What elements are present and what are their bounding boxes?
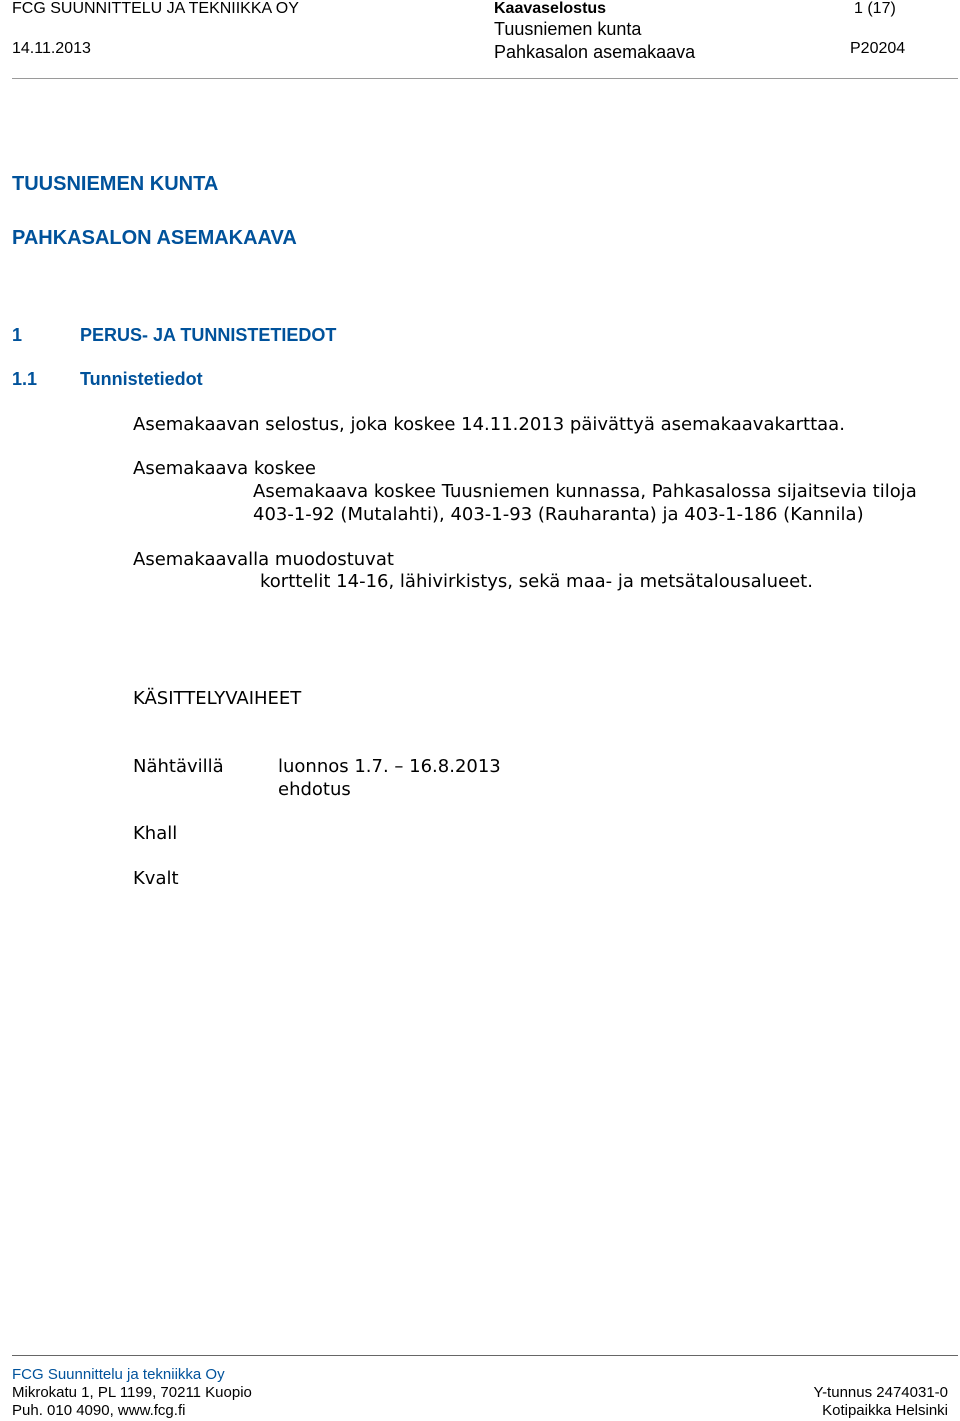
khall-label: Khall (133, 823, 178, 844)
koskee-label: Asemakaava koskee (133, 458, 317, 479)
section-1-1-number: 1.1 (12, 369, 38, 389)
koskee-text-line1: Asemakaava koskee Tuusniemen kunnassa, Pahkasalossa sijaitsevia tiloja (253, 481, 917, 502)
koskee-text-line2: 403-1-92 (Mutalahti), 403-1-93 (Rauharanta) ja 403-1-186 (Kannila) (253, 504, 864, 525)
footer-divider (12, 1355, 958, 1356)
header-project-code: P20204 (850, 40, 906, 57)
nahtavilla-luonnos: luonnos 1.7. – 16.8.2013 (278, 756, 501, 777)
intro-paragraph: Asemakaavan selostus, joka koskee 14.11.2013 päivättyä asemakaavakarttaa. (133, 414, 845, 435)
footer-company: FCG Suunnittelu ja tekniikka Oy (12, 1366, 225, 1383)
header-page-number: 1 (17) (854, 0, 896, 17)
section-1-number: 1 (12, 325, 23, 345)
footer-address: Mikrokatu 1, PL 1199, 70211 Kuopio (12, 1384, 252, 1401)
nahtavilla-label: Nähtävillä (133, 756, 224, 777)
muodostuvat-label: Asemakaavalla muodostuvat (133, 549, 394, 570)
header-doc-type: Kaavaselostus (494, 0, 607, 17)
header-date: 14.11.2013 (12, 40, 91, 57)
kvalt-label: Kvalt (133, 868, 179, 889)
header-company: FCG SUUNNITTELU JA TEKNIIKKA OY (12, 0, 299, 17)
section-1-1-heading: Tunnistetiedot (80, 369, 203, 389)
footer-domicile: Kotipaikka Helsinki (822, 1402, 948, 1419)
section-1-heading: PERUS- JA TUNNISTETIEDOT (80, 325, 337, 345)
nahtavilla-ehdotus: ehdotus (278, 779, 351, 800)
header-municipality: Tuusniemen kunta (494, 19, 642, 39)
stages-heading: KÄSITTELYVAIHEET (133, 688, 302, 709)
header-divider (12, 78, 958, 79)
muodostuvat-value: korttelit 14-16, lähivirkistys, sekä maa- ja metsätalousalueet. (260, 571, 813, 592)
header-plan-name: Pahkasalon asemakaava (494, 42, 696, 62)
title-plan: PAHKASALON ASEMAKAAVA (12, 227, 297, 249)
footer-contact: Puh. 010 4090, www.fcg.fi (12, 1402, 186, 1419)
title-municipality: TUUSNIEMEN KUNTA (12, 173, 219, 195)
footer-business-id: Y-tunnus 2474031-0 (813, 1384, 948, 1401)
